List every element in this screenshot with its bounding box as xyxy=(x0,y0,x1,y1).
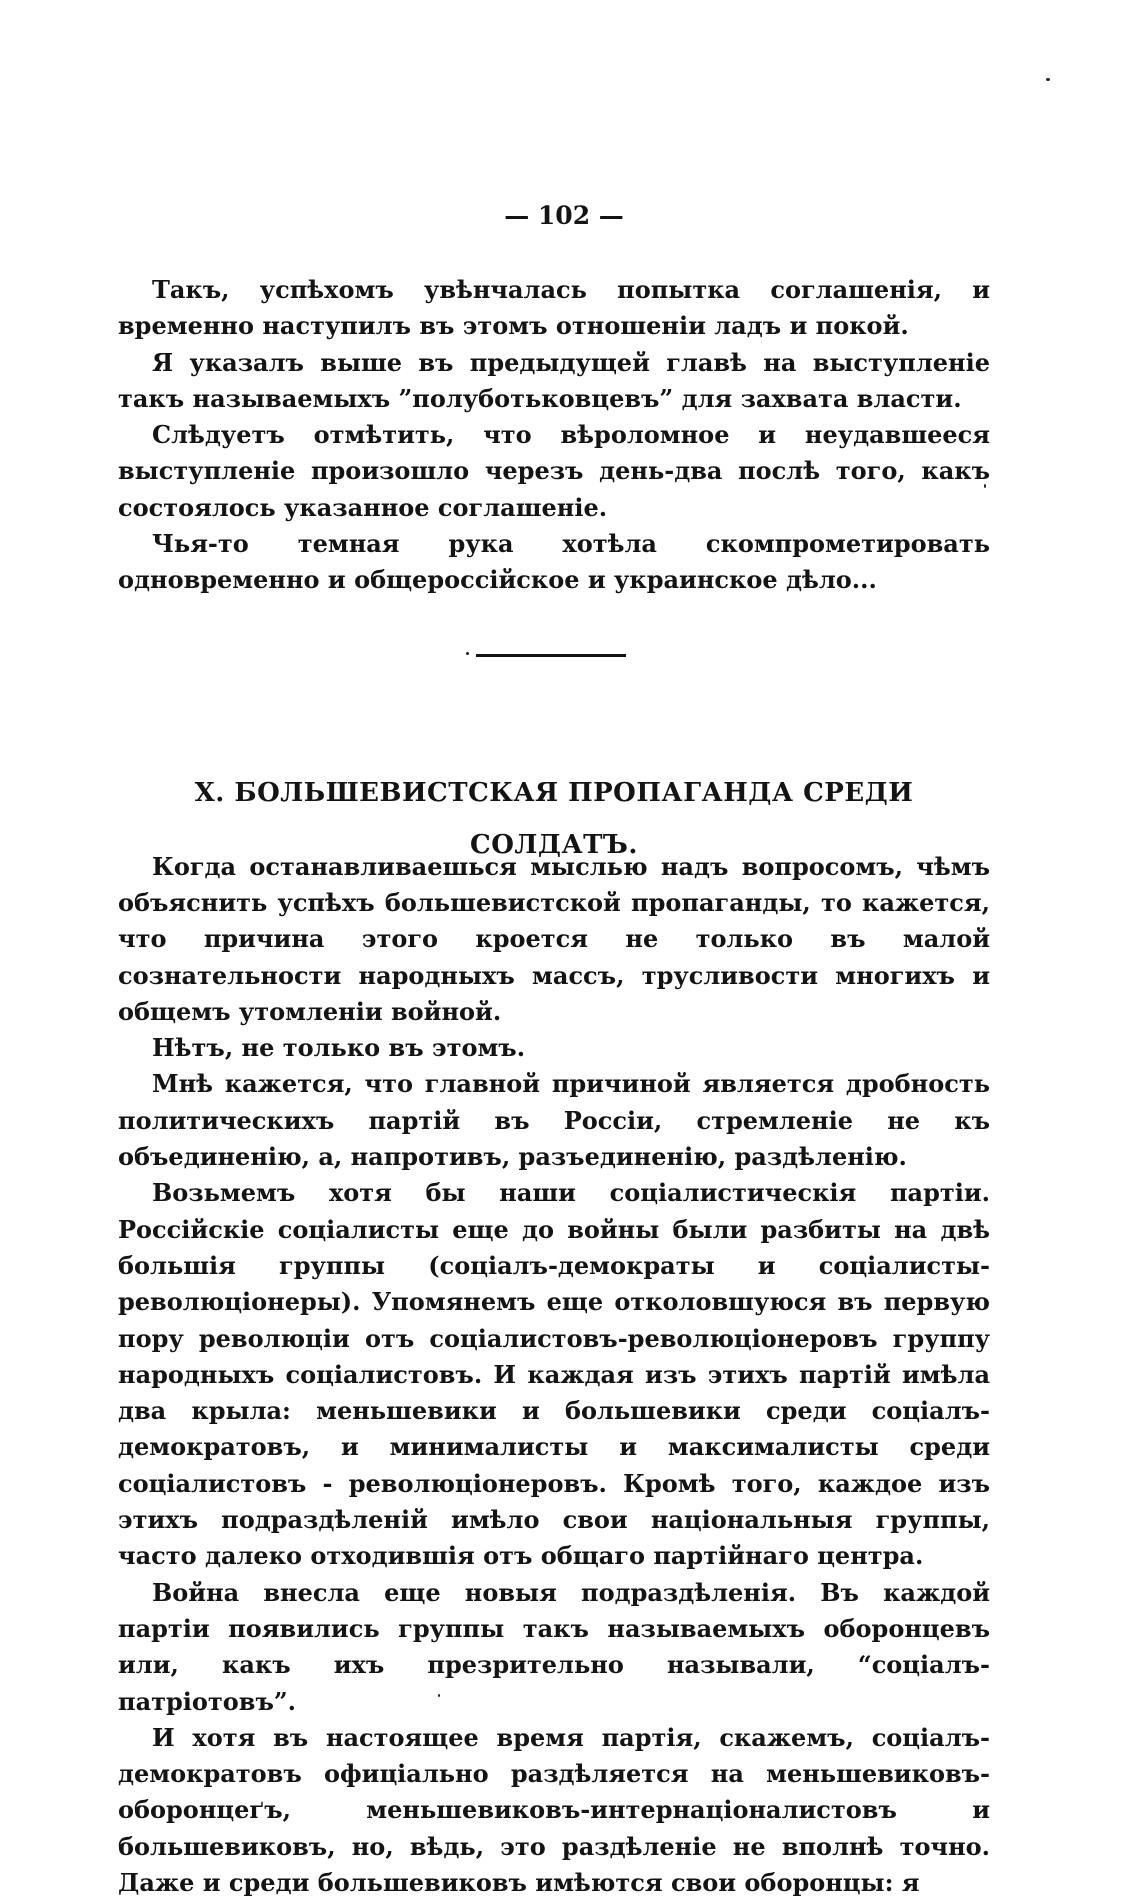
intro-section xyxy=(118,272,990,599)
spacer xyxy=(118,236,990,272)
chapter-title: X. БОЛЬШЕВИСТСКАЯ ПРОПАГАНДА СРЕДИ СОЛДАТЪ. xyxy=(194,777,914,860)
paragraph: Возьмемъ хотя бы наши соціалистическія партіи. Россійскіе соціалисты еще до войны были разбиты на двѣ большія группы (соціалъ-демократы и соціалисты-революціонеры). Упомянемъ еще отколовшуюся въ первую пору революціи отъ соціалистовъ-революціонеровъ группу народныхъ соціалистовъ. И каждая изъ этихъ партій имѣла два крыла: меньшевики и большевики среди соціалъ-демократовъ, и минималисты и максималисты среди соціалистовъ - революціонеровъ. Кромѣ того, каждое изъ этихъ подраздѣленій имѣло свои національныя группы, часто далеко отходившія отъ общаго партійнаго центра. xyxy=(118,1178,990,1571)
page-number: — 102 — xyxy=(504,201,624,230)
text-column xyxy=(118,196,990,1901)
section-divider xyxy=(118,599,990,767)
paragraph: И хотя въ настоящее время партія, скажемъ, соціалъ-демократовъ офиціально раздѣляется на меньшевиковъ-оборонцеґъ, меньшевиковъ-интернаціоналистовъ и большевиковъ, но, вѣдь, это раздѣленіе не вполнѣ точно. Даже и среди большевиковъ имѣются свои оборонцы: я xyxy=(118,1722,990,1897)
divider-rule xyxy=(476,654,626,657)
paragraph: Нѣтъ, не только въ этомъ. xyxy=(152,1033,526,1063)
paragraph: Чья-то темная рука хотѣла скомпрометировать одновременно и общероссійское и украинское дѣло... xyxy=(118,529,990,595)
paragraph: Я указалъ выше въ предыдущей главѣ на выступленіе такъ называемыхъ ”полуботьковцевъ” для захвата власти. xyxy=(118,347,990,413)
paragraph: Война внесла еще новыя подраздѣленія. Въ каждой партіи появились группы такъ называемыхъ оборонцевъ или, какъ ихъ презрительно называли, “соціалъ-патріотовъ”. xyxy=(118,1577,990,1716)
chapter-body xyxy=(118,849,990,1901)
paragraph: Мнѣ кажется, что главной причиной является дробность политическихъ партій въ Россіи, стремленіе не къ объединенію, а, напротивъ, разъединенію, раздѣленію. xyxy=(118,1069,990,1172)
paragraph: Такъ, успѣхомъ увѣнчалась попытка соглашенія, и временно наступилъ въ этомъ отношеніи ладъ и покой. xyxy=(118,275,990,341)
paragraph: Когда останавливаешься мыслью надъ вопросомъ, чѣмъ объяснить успѣхъ большевистской пропаганды, то кажется, что причина этого кроется не только въ малой сознательности народныхъ массъ, трусливости многихъ и общемъ утомленіи войной. xyxy=(118,851,990,1026)
paragraph: Слѣдуетъ отмѣтить, что вѣроломное и неудавшееся выступленіе произошло черезъ день-два послѣ того, какъ состоялось указанное соглашеніе. xyxy=(118,420,990,522)
scan-speck xyxy=(1046,78,1050,81)
